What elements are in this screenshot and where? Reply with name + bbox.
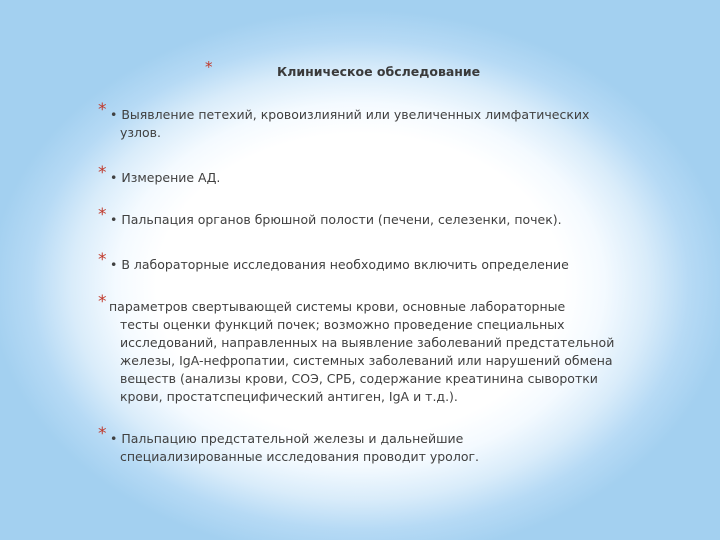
bullet-text-line: параметров свертывающей системы крови, основные лабораторные: [109, 299, 566, 314]
bullet-item-palpation-abdomen: [98, 205, 688, 229]
bullet-star: *: [98, 424, 107, 444]
bullet-text-line: железы, IgA-нефропатии, системных заболеваний или нарушений обмена: [120, 353, 613, 368]
bullet-star: *: [98, 205, 107, 225]
bullet-text-line: веществ (анализы крови, СОЭ, СРБ, содержание креатинина сыворотки: [120, 371, 598, 386]
bullet-item-lab-tests: [98, 250, 688, 274]
bullet-text-line: узлов.: [120, 125, 162, 140]
bullet-star: *: [98, 100, 107, 120]
bullet-text-line: тесты оценки функций почек; возможно проведение специальных: [120, 317, 565, 332]
bullet-text-line: • В лабораторные исследования необходимо включить определение: [110, 257, 569, 272]
bullet-text-line: • Пальпация органов брюшной полости (печени, селезенки, почек).: [110, 212, 562, 227]
bullet-text-line: • Измерение АД.: [110, 170, 221, 185]
title-bullet-star: *: [205, 58, 213, 76]
bullet-item-prostate-palpation: [98, 424, 688, 466]
slide-title: Клиническое обследование: [277, 64, 481, 79]
bullet-star: *: [98, 292, 107, 312]
bullet-text-line: • Выявление петехий, кровоизлияний или увеличенных лимфатических: [110, 107, 590, 122]
bullet-text-line: • Пальпацию предстательной железы и дальнейшие: [110, 431, 464, 446]
bullet-star: *: [98, 163, 107, 183]
slide-title-row: [205, 58, 625, 82]
bullet-text-line: крови, простатспецифический антиген, IgA и т.д.).: [120, 389, 458, 404]
bullet-item-petechiae: [98, 100, 688, 142]
bullet-text-line: исследований, направленных на выявление заболеваний предстательной: [120, 335, 615, 350]
bullet-star: *: [98, 250, 107, 270]
bullet-item-coagulation-parameters: [98, 292, 688, 406]
bullet-item-blood-pressure: [98, 163, 688, 187]
bullet-text-line: специализированные исследования проводит уролог.: [120, 449, 480, 464]
